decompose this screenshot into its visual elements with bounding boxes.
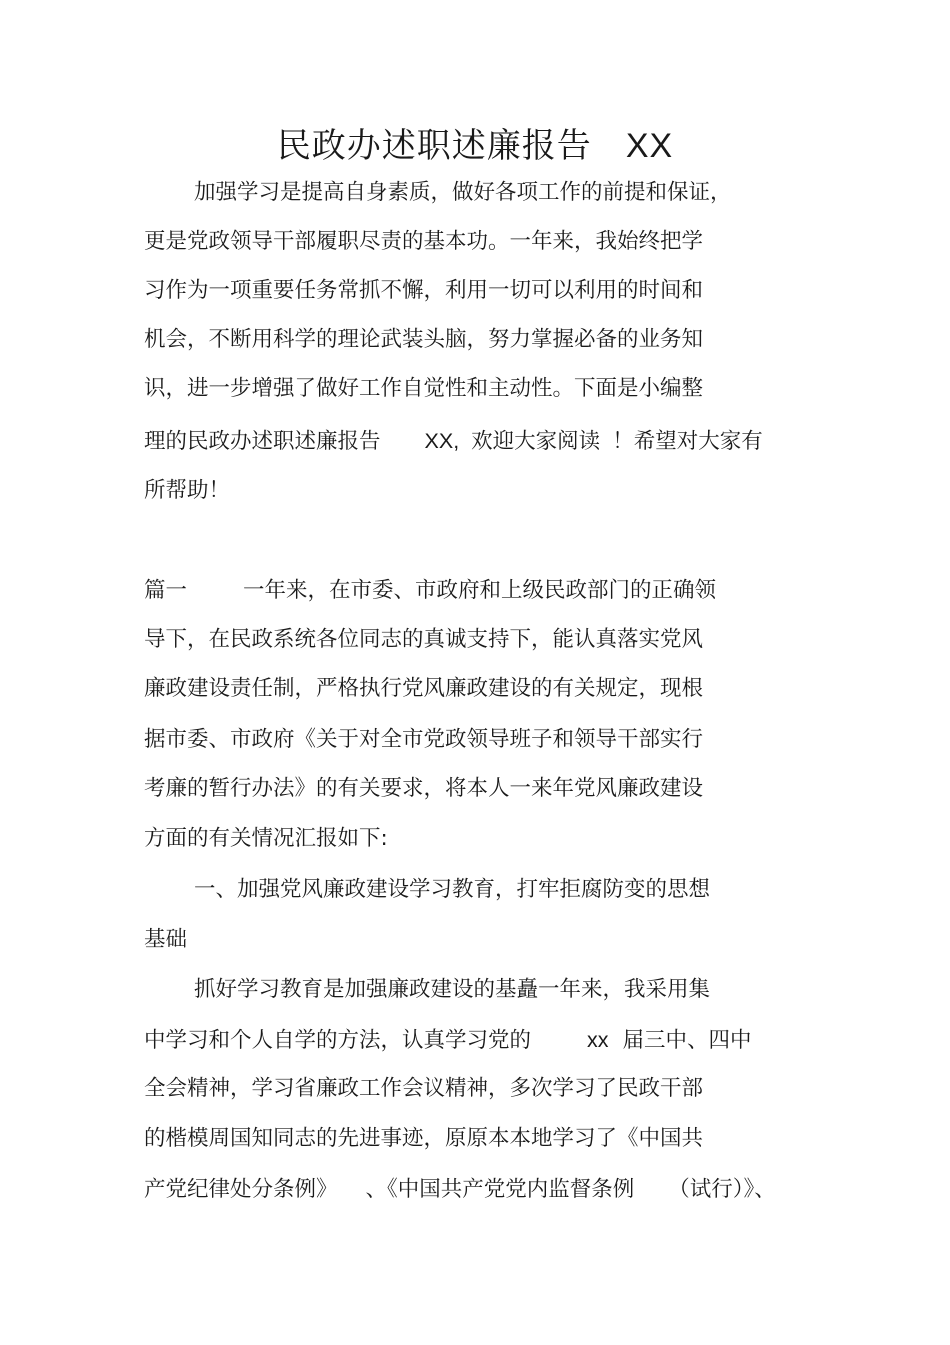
paragraph-line: 抓好学习教育是加强廉政建设的基矗一年来，我采用集 [194,977,711,1002]
paragraph-line: 考廉的暂行办法》的有关要求，将本人一来年党风廉政建设 [144,776,704,801]
paragraph-line: 的楷模周国知同志的先进事迹，原原本本地学习了《中国共 [144,1126,704,1151]
text-segment: ！希望对大家有 [612,429,763,454]
section-heading: 一、加强党风廉政建设学习教育，打牢拒腐防变的思想 [194,877,711,902]
text-segment: xx [587,1028,609,1052]
paragraph-line: 习作为一项重要任务常抓不懈，利用一切可以利用的时间和 [144,278,704,303]
paragraph-line: 方面的有关情况汇报如下: [144,826,388,851]
paragraph-line [144,576,716,606]
part-label: 篇一 [144,578,188,603]
title-text: 民政办述职述廉报告 [276,126,592,166]
text-segment: 一年来，在市委、市政府和上级民政部门的正确领 [243,578,717,603]
document-title [0,124,950,168]
text-segment: 中学习和个人自学的方法，认真学习党的 [144,1028,532,1053]
title-suffix: XX [625,127,674,165]
paragraph-line: 更是党政领导干部履职尽责的基本功。一年来，我始终把学 [144,229,704,254]
paragraph-line: 识，进一步增强了做好工作自觉性和主动性。下面是小编整 [144,376,704,401]
paragraph-line: 导下，在民政系统各位同志的真诚支持下，能认真落实党风 [144,627,704,652]
text-segment: 、《中国共产党党内监督条例 [365,1177,635,1202]
text-segment: XX, [424,429,460,453]
text-segment: 理的民政办述职述廉报告 [144,429,381,454]
paragraph-line [144,1175,776,1205]
paragraph-line: 全会精神，学习省廉政工作会议精神，多次学习了民政干部 [144,1076,704,1101]
paragraph-line: 机会，不断用科学的理论武装头脑，努力掌握必备的业务知 [144,327,704,352]
text-segment: 产党纪律处分条例》 [144,1177,338,1202]
paragraph-line [144,426,763,457]
text-segment: 欢迎大家阅读 [471,429,601,454]
paragraph-line: 廉政建设责任制，严格执行党风廉政建设的有关规定，现根 [144,676,704,701]
text-segment: （试行）》、 [668,1177,776,1202]
paragraph-line [144,1025,752,1056]
paragraph-line: 所帮助！ [144,478,231,503]
paragraph-line: 加强学习是提高自身素质，做好各项工作的前提和保证， [194,180,732,205]
paragraph-line: 据市委、市政府《关于对全市党政领导班子和领导干部实行 [144,727,704,752]
section-heading: 基础 [144,927,188,952]
text-segment: 届三中、四中 [622,1028,752,1053]
